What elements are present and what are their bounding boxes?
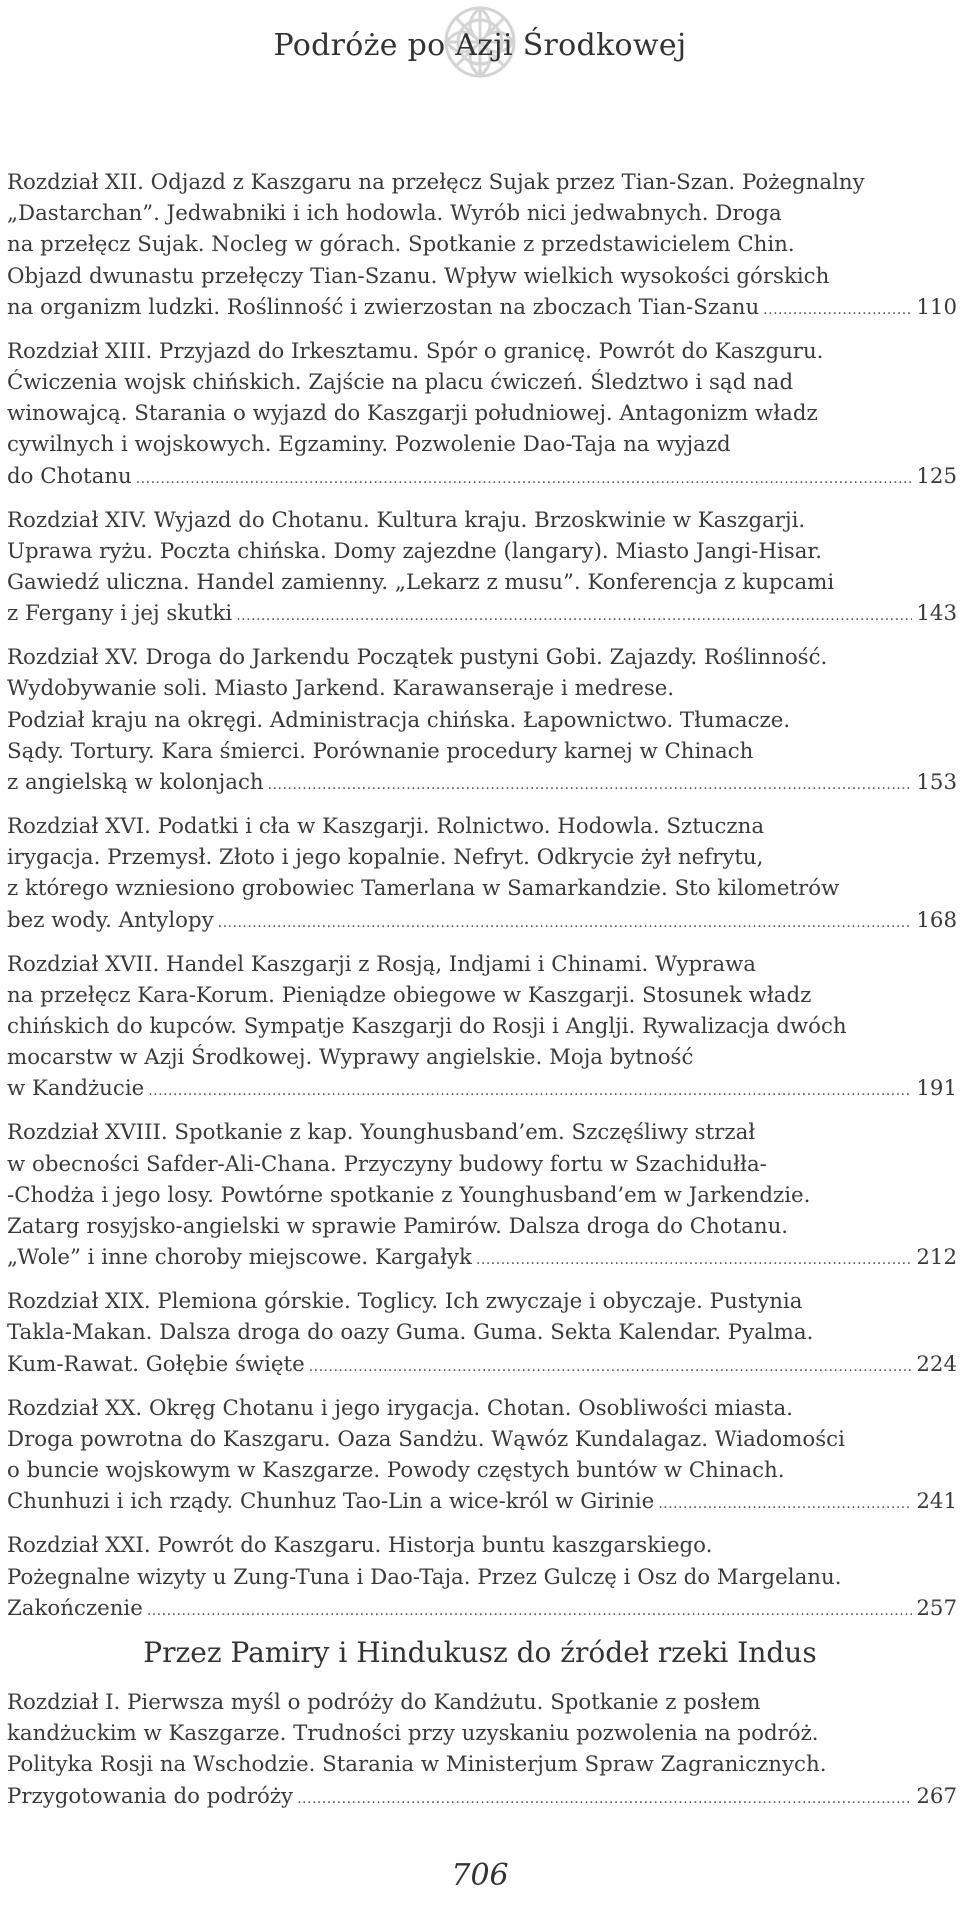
toc-entry-text: kandżuckim w Kaszgarze. Trudności przy uzyskaniu pozwolenia na podróż.	[7, 1721, 819, 1747]
dot-leader	[476, 1245, 912, 1276]
toc-entry-line	[7, 398, 957, 429]
dot-leader	[236, 601, 912, 632]
toc-entry-line	[7, 1530, 957, 1561]
dot-leader	[658, 1489, 912, 1520]
toc-entry-text: na organizm ludzki. Roślinność i zwierzostan na zboczach Tian-Szanu	[7, 294, 760, 320]
toc-entry-last-line	[7, 905, 957, 939]
toc-entry-line	[7, 1749, 957, 1780]
table-of-contents	[7, 167, 957, 1637]
toc-entry-line	[7, 980, 957, 1011]
toc-entry-last-line	[7, 292, 957, 326]
toc-entry-text: do Chotanu	[7, 463, 132, 489]
toc-entry-text: Podział kraju na okręgi. Administracja chińska. Łapownictwo. Tłumacze.	[7, 707, 791, 733]
toc-entry-line	[7, 1117, 957, 1148]
toc-entry-line	[7, 336, 957, 367]
dot-leader	[309, 1352, 913, 1383]
toc-entry-text: bez wody. Antylopy	[7, 907, 214, 933]
toc-entry-last-line	[7, 598, 957, 632]
toc-entry-text: w obecności Safder-Ali-Chana. Przyczyny budowy fortu w Szachidułła-	[7, 1151, 767, 1177]
toc-entry-line	[7, 842, 957, 873]
toc-entry-text: Ćwiczenia wojsk chińskich. Zajście na placu ćwiczeń. Śledztwo i sąd nad	[7, 370, 794, 396]
toc-entry-text: Rozdział XVII. Handel Kaszgarji z Rosją, Indjami i Chinami. Wyprawa	[7, 951, 756, 977]
toc-entry-text: Rozdział XVI. Podatki i cła w Kaszgarji. Rolnictwo. Hodowla. Sztuczna	[7, 814, 765, 840]
toc-entry-text: mocarstw w Azji Środkowej. Wyprawy angielskie. Moja bytność	[7, 1045, 694, 1071]
toc-page-number: 125	[916, 463, 957, 489]
dot-leader	[218, 908, 913, 939]
toc-entry-text: na przełęcz Kara-Korum. Pieniądze obiegowe w Kaszgarji. Stosunek władz	[7, 982, 812, 1008]
toc-entry-line	[7, 429, 957, 460]
dot-leader	[136, 464, 913, 495]
toc-entry-text: „Wole” i inne choroby miejscowe. Kargałyk	[7, 1245, 472, 1271]
dot-leader	[268, 770, 913, 801]
toc-entry	[7, 1286, 957, 1383]
toc-entry-text: Kum-Rawat. Gołębie święte	[7, 1351, 305, 1377]
table-of-contents-section-2	[7, 1687, 957, 1825]
toc-entry-text: w Kandżucie	[7, 1076, 145, 1102]
toc-entry-text: Rozdział I. Pierwsza myśl o podróży do Kandżutu. Spotkanie z posłem	[7, 1690, 761, 1715]
toc-entry-line	[7, 1180, 957, 1211]
dot-leader	[148, 1076, 912, 1107]
toc-entry	[7, 949, 957, 1108]
toc-entry-line	[7, 1687, 957, 1718]
toc-page-number: 168	[916, 907, 957, 933]
toc-entry-line	[7, 229, 957, 260]
toc-page-number: 143	[916, 601, 957, 627]
toc-entry-text: Gawiedź uliczna. Handel zamienny. „Lekarz z musu”. Konferencja z kupcami	[7, 570, 835, 596]
toc-entry-text: Przygotowania do podróży	[7, 1783, 294, 1809]
toc-entry-text: „Dastarchan”. Jedwabniki i ich hodowla. Wyrób nici jedwabnych. Droga	[7, 201, 782, 227]
toc-entry-line	[7, 1317, 957, 1348]
toc-entry-text: z angielską w kolonjach	[7, 770, 264, 796]
toc-entry	[7, 1393, 957, 1521]
toc-entry-text: Rozdział XIII. Przyjazd do Irkesztamu. Spór o granicę. Powrót do Kaszguru.	[7, 338, 824, 364]
toc-entry-text: Wydobywanie soli. Miasto Jarkend. Karawanseraje i medrese.	[7, 676, 675, 702]
toc-page-number: 153	[916, 770, 957, 796]
toc-entry-line	[7, 198, 957, 229]
toc-entry-text: Zakończenie	[7, 1595, 143, 1621]
toc-entry-last-line	[7, 1242, 957, 1276]
toc-entry-text: na przełęcz Sujak. Nocleg w górach. Spotkanie z przedstawicielem Chin.	[7, 232, 795, 258]
toc-entry	[7, 811, 957, 939]
toc-entry	[7, 1530, 957, 1627]
toc-entry-text: cywilnych i wojskowych. Egzaminy. Pozwolenie Dao-Taja na wyjazd	[7, 432, 731, 458]
toc-entry	[7, 642, 957, 801]
toc-entry-line	[7, 873, 957, 904]
toc-entry-text: Rozdział XV. Droga do Jarkendu Początek pustyni Gobi. Zajazdy. Roślinność.	[7, 645, 828, 671]
toc-entry-line	[7, 642, 957, 673]
toc-entry-last-line	[7, 461, 957, 495]
toc-entry-text: Rozdział XIX. Plemiona górskie. Toglicy. Ich zwyczaje i obyczaje. Pustynia	[7, 1289, 803, 1315]
toc-entry-line	[7, 1286, 957, 1317]
toc-entry-line	[7, 261, 957, 292]
toc-entry-text: chińskich do kupców. Sympatje Kaszgarji do Rosji i Anglji. Rywalizacja dwóch	[7, 1014, 847, 1040]
dot-leader	[297, 1784, 912, 1815]
toc-entry-text: z Fergany i jej skutki	[7, 601, 233, 627]
toc-entry-line	[7, 367, 957, 398]
toc-entry-line	[7, 736, 957, 767]
toc-entry-text: Droga powrotna do Kaszgaru. Oaza Sandżu. Wąwóz Kundalagaz. Wiadomości	[7, 1426, 845, 1452]
section-title: Przez Pamiry i Hindukusz do źródeł rzeki Indus	[143, 1636, 817, 1669]
toc-entry	[7, 336, 957, 495]
toc-entry-text: Rozdział XIV. Wyjazd do Chotanu. Kultura kraju. Brzoskwinie w Kaszgarji.	[7, 507, 806, 533]
toc-page-number: 191	[916, 1076, 957, 1102]
toc-entry-line	[7, 673, 957, 704]
toc-entry-line	[7, 1393, 957, 1424]
toc-entry-text: Rozdział XXI. Powrót do Kaszgaru. Historja buntu kaszgarskiego.	[7, 1533, 713, 1559]
toc-page-number: 241	[916, 1489, 957, 1515]
dot-leader	[763, 295, 912, 326]
toc-entry-line	[7, 1042, 957, 1073]
toc-entry-last-line	[7, 1073, 957, 1107]
toc-entry-line	[7, 1718, 957, 1749]
toc-entry-last-line	[7, 767, 957, 801]
toc-entry-text: o buncie wojskowym w Kaszgarze. Powody częstych buntów w Chinach.	[7, 1458, 785, 1484]
toc-page-number: 257	[916, 1595, 957, 1621]
toc-page-number: 110	[916, 294, 957, 320]
toc-entry-text: z którego wzniesiono grobowiec Tamerlana w Samarkandzie. Sto kilometrów	[7, 876, 840, 902]
toc-entry-text: Takla-Makan. Dalsza droga do oazy Guma. Guma. Sekta Kalendar. Pyalma.	[7, 1320, 814, 1346]
toc-page-number: 267	[916, 1783, 957, 1809]
toc-page-number: 212	[916, 1245, 957, 1271]
toc-entry-line	[7, 949, 957, 980]
toc-page-number: 224	[916, 1351, 957, 1377]
toc-entry-text: Rozdział XII. Odjazd z Kaszgaru na przełęcz Sujak przez Tian-Szan. Pożegnalny	[7, 170, 865, 195]
toc-entry-text: Sądy. Tortury. Kara śmierci. Porównanie procedury karnej w Chinach	[7, 738, 754, 764]
toc-entry-last-line	[7, 1781, 957, 1815]
toc-entry-line	[7, 811, 957, 842]
toc-entry-line	[7, 1149, 957, 1180]
toc-entry-line	[7, 1211, 957, 1242]
toc-entry-text: Uprawa ryżu. Poczta chińska. Domy zajezdne (langary). Miasto Jangi-Hisar.	[7, 538, 823, 564]
page-number: 706	[451, 1858, 509, 1893]
toc-entry	[7, 1117, 957, 1276]
toc-entry-last-line	[7, 1593, 957, 1627]
toc-entry-line	[7, 536, 957, 567]
toc-entry-line	[7, 505, 957, 536]
toc-entry-last-line	[7, 1486, 957, 1520]
toc-entry-text: Rozdział XVIII. Spotkanie z kap. Younghusband’em. Szczęśliwy strzał	[7, 1120, 756, 1146]
toc-entry-line	[7, 1562, 957, 1593]
toc-entry-text: Zatarg rosyjsko-angielski w sprawie Pamirów. Dalsza droga do Chotanu.	[7, 1214, 789, 1240]
toc-entry	[7, 167, 957, 326]
toc-entry-text: Polityka Rosji na Wschodzie. Starania w Ministerjum Spraw Zagranicznych.	[7, 1752, 827, 1778]
toc-entry-line	[7, 705, 957, 736]
toc-entry-text: -Chodża i jego losy. Powtórne spotkanie z Younghusband’em w Jarkendzie.	[7, 1182, 811, 1208]
toc-entry-text: Objazd dwunastu przełęczy Tian-Szanu. Wpływ wielkich wysokości górskich	[7, 263, 830, 289]
toc-entry-last-line	[7, 1349, 957, 1383]
toc-entry	[7, 505, 957, 633]
toc-entry-line	[7, 567, 957, 598]
toc-entry-line	[7, 1424, 957, 1455]
toc-entry-text: Pożegnalne wizyty u Zung-Tuna i Dao-Taja. Przez Gulczę i Osz do Margelanu.	[7, 1564, 842, 1590]
toc-entry-line	[7, 1011, 957, 1042]
toc-entry-text: winowajcą. Starania o wyjazd do Kaszgarji południowej. Antagonizm władz	[7, 401, 818, 427]
toc-entry-line	[7, 167, 957, 198]
running-header: Podróże po Azji Środkowej	[273, 28, 687, 63]
toc-entry-text: irygacja. Przemysł. Złoto i jego kopalnie. Nefryt. Odkrycie żył nefrytu,	[7, 845, 764, 871]
toc-entry-text: Chunhuzi i ich rządy. Chunhuz Tao-Lin a wice-król w Girinie	[7, 1489, 655, 1515]
toc-entry	[7, 1687, 957, 1815]
toc-entry-text: Rozdział XX. Okręg Chotanu i jego irygacja. Chotan. Osobliwości miasta.	[7, 1395, 793, 1421]
toc-entry-line	[7, 1455, 957, 1486]
dot-leader	[147, 1596, 913, 1627]
